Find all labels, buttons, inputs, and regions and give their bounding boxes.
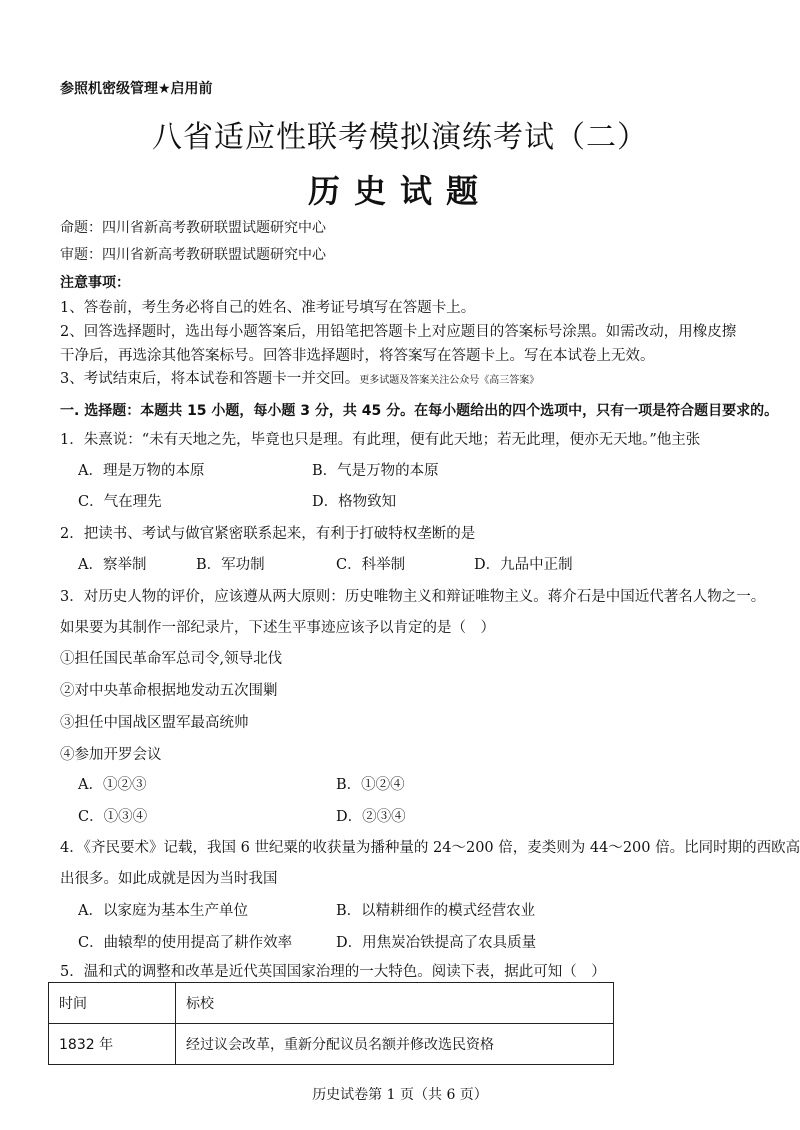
q2-option-c: C．科举制 xyxy=(336,557,406,573)
q1-stem: 1．朱熹说：“未有天地之先，毕竟也只是理。有此理，便有此天地；若无此理，便亦无天地。”他主张 xyxy=(60,432,701,448)
q3-item-4: ④参加开罗会议 xyxy=(60,747,162,763)
notice-item-2-line-2: 干净后，再选涂其他答案标号。回答非选择题时，将答案写在答题卡上。写在本试卷上无效。 xyxy=(60,348,655,364)
q4-stem-line-2: 出很多。如此成就是因为当时我国 xyxy=(60,871,278,887)
q3-option-a: A．①②③ xyxy=(78,777,147,793)
q3-option-d: D．②③④ xyxy=(336,809,406,825)
notice-item-2-line-1: 2、回答选择题时，选出每小题答案后，用铅笔把答题卡上对应题目的答案标号涂黑。如需改动，用橡皮擦 xyxy=(60,324,737,340)
table-header-row xyxy=(49,983,614,1024)
table-header-cell: 时间 xyxy=(49,983,176,1024)
q4-option-d: D．用焦炭冶铁提高了农具质量 xyxy=(336,935,537,951)
table-header-cell: 标校 xyxy=(176,983,614,1024)
q1-option-a: A．理是万物的本原 xyxy=(78,463,205,479)
subject-title: 历史试题 xyxy=(307,172,492,210)
notice-item-3 xyxy=(60,367,539,388)
q3-stem-line-1: 3．对历史人物的评价，应该遵从两大原则：历史唯物主义和辩证唯物主义。蒋介石是中国近代著名人物之一。 xyxy=(60,589,766,605)
table-cell: 1832 年 xyxy=(49,1024,176,1065)
notice-item-3-note: 更多试题及答案关注公众号《高三答案》 xyxy=(359,375,540,386)
q1-option-c: C．气在理先 xyxy=(78,494,162,510)
page-footer: 历史试卷第 1 页（共 6 页） xyxy=(312,1087,488,1103)
q3-item-1: ①担任国民革命军总司令,领导北伐 xyxy=(60,651,283,667)
q5-stem: 5．温和式的调整和改革是近代英国国家治理的一大特色。阅读下表，据此可知（ ） xyxy=(60,964,606,980)
reviewer-line: 审题：四川省新高考教研联盟试题研究中心 xyxy=(60,247,326,263)
q3-option-c: C．①③④ xyxy=(78,809,148,825)
confidentiality-label: 参照机密级管理★启用前 xyxy=(60,81,213,97)
notice-item-3-text: 3、考试结束后，将本试卷和答题卡一并交回。 xyxy=(60,371,360,387)
q2-stem: 2．把读书、考试与做官紧密联系起来，有利于打破特权垄断的是 xyxy=(60,526,476,542)
q1-option-d: D．格物致知 xyxy=(312,494,397,510)
q5-table xyxy=(48,982,614,1065)
q3-option-b: B．①②④ xyxy=(336,777,405,793)
q2-option-a: A．察举制 xyxy=(78,557,147,573)
notice-heading: 注意事项： xyxy=(60,275,130,291)
notice-item-1: 1、答卷前，考生务必将自己的姓名、准考证号填写在答题卡上。 xyxy=(60,300,476,316)
exam-title: 八省适应性联考模拟演练考试（二） xyxy=(152,120,648,155)
section-1-heading: 一. 选择题：本题共 15 小题，每小题 3 分，共 45 分。在每小题给出的四个选项中，只有一项是符合题目要求的。 xyxy=(60,403,779,419)
q1-option-b: B．气是万物的本原 xyxy=(312,463,439,479)
q4-option-b: B．以精耕细作的模式经营农业 xyxy=(336,903,536,919)
q3-item-2: ②对中央革命根据地发动五次围剿 xyxy=(60,683,278,699)
author-line: 命题：四川省新高考教研联盟试题研究中心 xyxy=(60,220,326,236)
q4-stem-line-1: 4．《齐民要术》记载，我国 6 世纪粟的收获量为播种量的 24～200 倍，麦类则为 44～200 倍。比同时期的西欧高 xyxy=(60,840,800,856)
q3-stem-line-2: 如果要为其制作一部纪录片，下述生平事迹应该予以肯定的是（ ） xyxy=(60,620,495,636)
q4-option-c: C．曲辕犁的使用提高了耕作效率 xyxy=(78,935,293,951)
q4-option-a: A．以家庭为基本生产单位 xyxy=(78,903,248,919)
table-row xyxy=(49,1024,614,1065)
q2-option-b: B．军功制 xyxy=(196,557,265,573)
q2-option-d: D．九品中正制 xyxy=(474,557,573,573)
q3-item-3: ③担任中国战区盟军最高统帅 xyxy=(60,715,249,731)
table-cell: 经过议会改革，重新分配议员名额并修改选民资格 xyxy=(176,1024,614,1065)
